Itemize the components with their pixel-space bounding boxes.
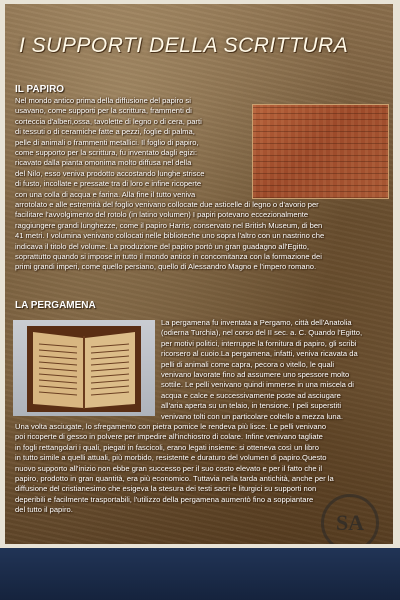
pergamena-text-line: diffusione del cristianesimo che esigeva la stesura dei testi sacri e liturgici su supporti non	[15, 484, 317, 494]
pergamena-text-line: pelli di animali come capra, pecora o vitello, le quali	[161, 359, 335, 369]
papiro-text-line: raggiungere grandi lunghezze, come il papiro Harris, conservato nel British Museum, di ben	[15, 220, 323, 230]
parchment-book-image	[13, 320, 155, 416]
poster	[5, 4, 393, 544]
pergamena-text-line: in fogli rettangolari i quali, piegati in fascicoli, erano legati insieme: si otteneva così un libro	[15, 442, 319, 452]
papiro-text-line: soprattutto quando si impose in tutto il mondo antico in concomitanza con la formazione dei	[15, 252, 322, 262]
pergamena-text-line: Una volta asciugate, lo sfregamento con pietra pomice le rendeva più lisce. Le pelli venivano	[15, 422, 327, 431]
pergamena-text-line: per motivi politici, interruppe la fornitura di papiro, gli scribi	[161, 338, 357, 348]
papiro-text-line: 41 metri. I volumina venivano collocati nelle biblioteche uno sopra l'altro con un nastrino che	[15, 231, 325, 241]
pergamena-text-line: venivano lavorate fino ad assumere uno spessore molto	[161, 370, 350, 380]
papiro-text-line: di tessuti o di ceramiche fatte a pezzi, foglie di palma,	[15, 127, 195, 137]
display-base	[0, 548, 400, 600]
papiro-text-line: con una colla di acqua e farina. Alla fine il tutto veniva	[15, 189, 196, 199]
papiro-text-line: facilitare l'avvolgimento del rotolo (in latino volumen) I papiri potevano eccezionalmente	[15, 210, 309, 220]
pergamena-text-line: venivano tolti con un particolare coltello a mezza luna.	[161, 411, 343, 421]
papiro-text-wide	[15, 200, 391, 273]
pergamena-text-line: sottile. Le pelli venivano quindi immerse in una miscela di	[161, 380, 354, 390]
pergamena-text-line: poi ricoperte di gesso in polvere per impedire all'inchiostro di colare. Infine venivano tagliate	[15, 432, 323, 442]
pergamena-text-line: La pergamena fu inventata a Pergamo, città dell'Anatolia	[161, 318, 352, 327]
logo-stamp: SA	[321, 494, 379, 544]
papiro-text-narrow	[15, 96, 250, 200]
papiro-text-line: del Nilo, esso veniva prodotto accostando lunghe strisce	[15, 168, 205, 178]
pergamena-text-line: del tutto il papiro.	[15, 505, 73, 515]
pergamena-text-narrow	[161, 318, 391, 422]
pergamena-text-line: ricorsero al cuoio.La pergamena, infatti, veniva ricavata da	[161, 349, 358, 359]
papiro-text-line: di fusto, incollate e pressate tra di loro e infine ricoperte	[15, 179, 202, 189]
papiro-text-line: pelle di animali o frammenti metallici. Il foglio di papiro,	[15, 137, 199, 147]
papiro-text-line: Nel mondo antico prima della diffusione del papiro si	[15, 96, 191, 105]
papiro-text-line: ricavato dalla pianta omonima molto diffusa nel della	[15, 158, 192, 168]
pergamena-text-line: in tutto simile a quelli attuali, più morbido, resistente e duraturo del volumen di papiro.Questo	[15, 453, 327, 463]
papiro-text-line: come supporto per la scrittura, fu inventato dagli egizi:	[15, 148, 197, 158]
papiro-text-line: primi grandi imperi, come quello persiano, quello di Alessandro Magno e l'impero romano.	[15, 262, 317, 272]
pergamena-text-line: acqua e calce e successivamente poste ad asciugare	[161, 390, 341, 400]
pergamena-text-line: all'aria aperta su un telaio, in tensione. I peli superstiti	[161, 401, 342, 411]
pergamena-text-line: nuovo supporto all'inizio non ebbe gran successo per il suo costo elevato e per il fatto che il	[15, 463, 323, 473]
papiro-text-line: arrotolato e alle estremità del foglio venivano collocate due asticelle di legno o d'avorio per	[15, 200, 319, 209]
papiro-text-line: corteccia d'alberi,ossa, tavolette di legno o di cera, parti	[15, 116, 202, 126]
pergamena-text-line: papiro, prodotto in gran quantità, era più economico. Tuttavia nella tarda antichità, anche per la	[15, 474, 334, 484]
poster-title: I SUPPORTI DELLA SCRITTURA	[19, 34, 349, 57]
section-heading-pergamena: LA PERGAMENA	[15, 300, 96, 311]
pergamena-text-line: deperibili e facilmente trasportabili, l'utilizzo della pergamena aumentò fino a soppiantare	[15, 494, 314, 504]
pergamena-text-line: (odierna Turchia), nel corso del II sec. a. C. Quando l'Egitto,	[161, 328, 363, 338]
papiro-text-line: usavano, come supporti per la scrittura, frammenti di	[15, 106, 192, 116]
papyrus-image	[252, 104, 389, 199]
section-heading-papiro: IL PAPIRO	[15, 84, 65, 95]
papiro-text-line: indicava il titolo del volume. La produzione del papiro portò un gran guadagno all'Egitto,	[15, 241, 310, 251]
